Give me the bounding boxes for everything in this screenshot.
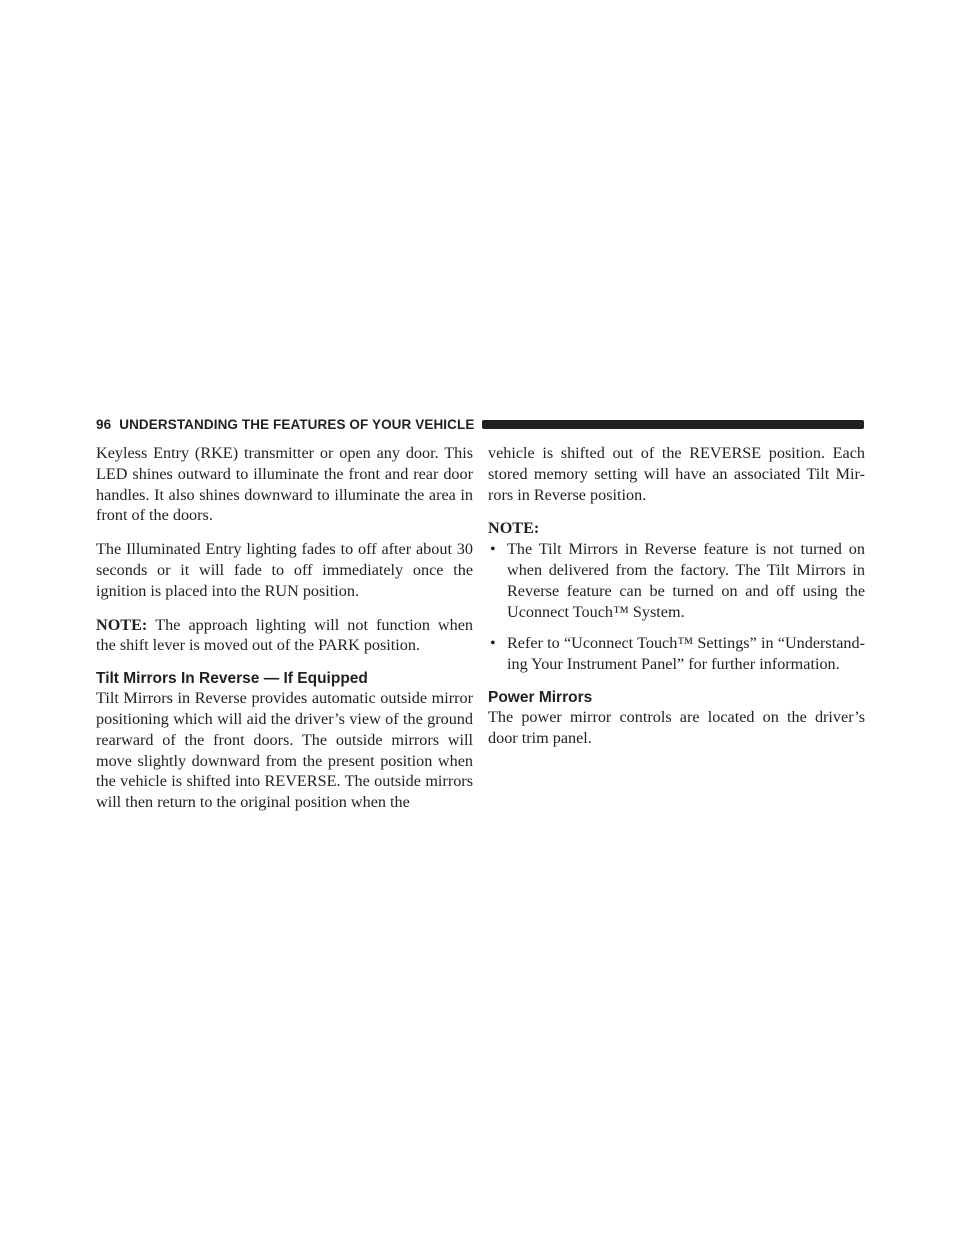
- paragraph-led-illumination: Keyless Entry (RKE) transmitter or open any door. This LED shines outward to illuminate the front and rear door handles. It also shines downward to illuminate the area in front of the doors.: [96, 444, 473, 525]
- note-bullet-list: [488, 539, 865, 675]
- heading-tilt-mirrors: Tilt Mirrors In Reverse — If Equipped: [96, 670, 368, 688]
- section-title: UNDERSTANDING THE FEATURES OF YOUR VEHICLE: [119, 416, 475, 432]
- note-text: The approach lighting will not function when the shift lever is moved out of the PARK position.: [96, 615, 473, 655]
- left-column: [96, 443, 473, 826]
- note-heading: NOTE:: [488, 519, 540, 538]
- paragraph-tilt-mirrors: Tilt Mirrors in Reverse provides automatic outside mirror positioning which will aid the driver’s view of the ground rearward of the front doors. The outside mirrors will move slightly downward from the present position when the vehicle is shifted into REVERSE. The outside mirrors will then return to the original position when the: [96, 689, 473, 812]
- bullet-icon: •: [490, 540, 496, 559]
- note-approach-lighting: [96, 615, 473, 657]
- bullet-icon: •: [490, 634, 496, 653]
- note-label: NOTE:: [96, 615, 148, 634]
- right-column: [488, 443, 865, 762]
- list-item: [488, 633, 865, 675]
- bullet-text: The Tilt Mirrors in Reverse feature is not turned on when delivered from the factory. The Tilt Mirrors in Reverse feature can be turned on and off using the Uconnect Touch™ System.: [507, 540, 865, 621]
- paragraph-reverse-position: vehicle is shifted out of the REVERSE position. Each stored memory setting will have an associated Tilt Mir-rors in Reverse position.: [488, 444, 865, 504]
- page-header: [96, 414, 864, 434]
- list-item: [488, 539, 865, 622]
- bullet-text: Refer to “Uconnect Touch™ Settings” in “Understand-ing Your Instrument Panel” for further information.: [507, 634, 865, 674]
- page-number: 96: [96, 416, 112, 432]
- heading-power-mirrors: Power Mirrors: [488, 688, 593, 706]
- paragraph-illuminated-entry: The Illuminated Entry lighting fades to off after about 30 seconds or it will fade to off immediately once the ignition is placed into the RUN position.: [96, 540, 473, 600]
- paragraph-power-mirrors: The power mirror controls are located on the driver’s door trim panel.: [488, 707, 865, 747]
- header-rule: [482, 420, 864, 429]
